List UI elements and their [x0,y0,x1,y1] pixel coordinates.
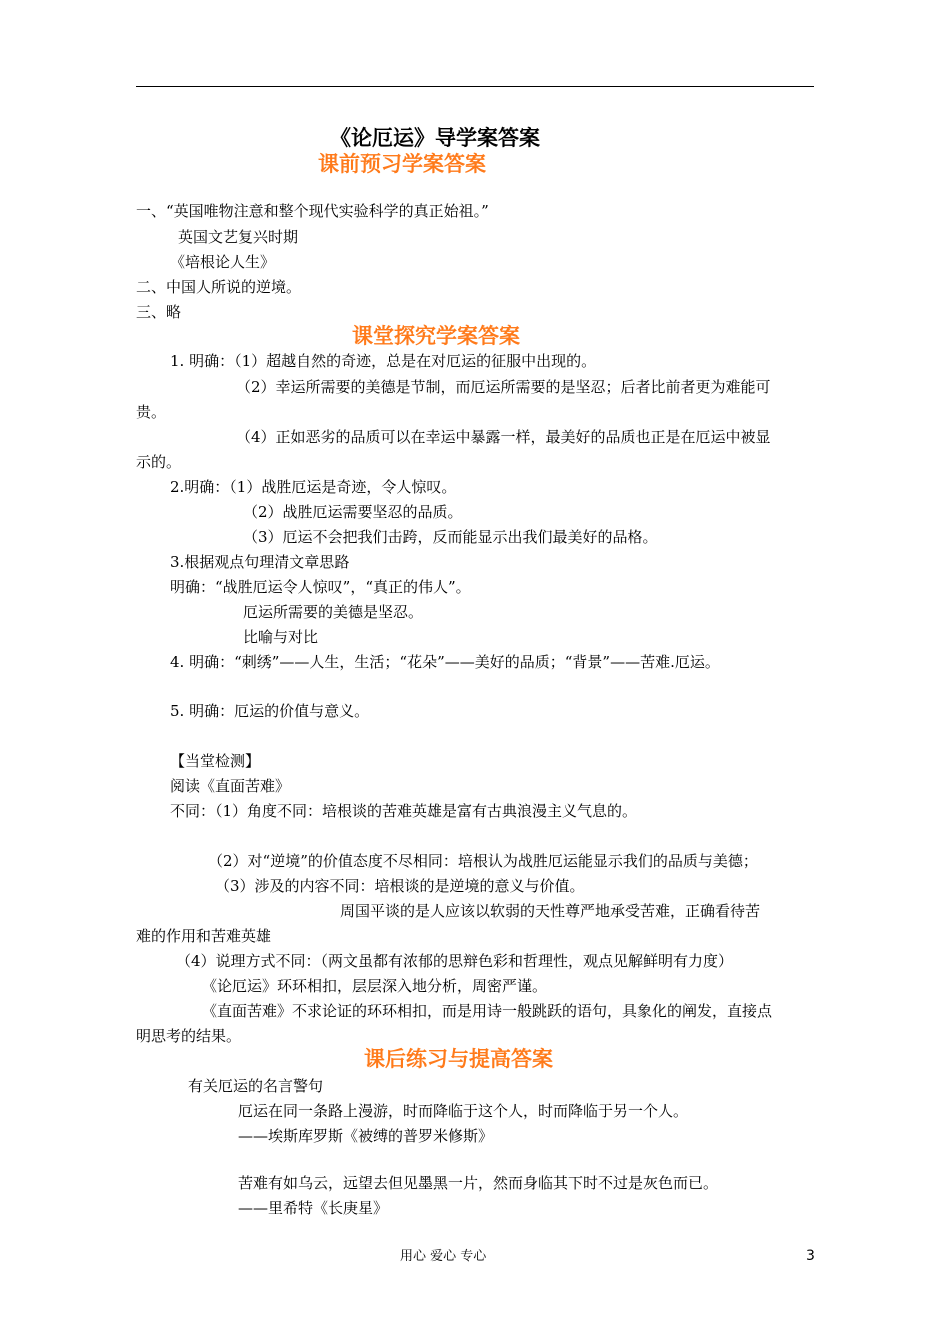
practice-line: ——埃斯库罗斯《被缚的普罗米修斯》 [238,1127,494,1145]
practice-line: 厄运在同一条路上漫游，时而降临于这个人，时而降临于另一个人。 [238,1102,689,1120]
test-line: 明思考的结果。 [136,1027,242,1045]
test-line: （2）对“逆境”的价值态度不尽相同：培根认为战胜厄运能显示我们的品质与美德； [208,852,758,870]
preview-line: 三、略 [136,303,182,321]
test-line: 难的作用和苦难英雄 [136,927,272,945]
header-rule [136,86,814,87]
section-heading-practice: 课后练习与提高答案 [364,1047,553,1071]
page-number: 3 [806,1248,815,1264]
preview-line: 二、中国人所说的逆境。 [136,278,302,296]
test-line: 《论厄运》环环相扣，层层深入地分析，周密严谨。 [202,977,548,995]
test-line: （4）说理方式不同：（两文虽都有浓郁的思辩色彩和哲理性，观点见解鲜明有力度） [176,952,734,970]
explore-line: 1. 明确：（1）超越自然的奇迹，总是在对厄运的征服中出现的。 [170,352,597,370]
test-line: 不同：（1）角度不同：培根谈的苦难英雄是富有古典浪漫主义气息的。 [170,802,638,820]
explore-line: （4）正如恶劣的品质可以在幸运中暴露一样，最美好的品质也正是在厄运中被显 [236,428,771,446]
practice-line: 苦难有如乌云，远望去但见墨黑一片，然而身临其下时不过是灰色而已。 [238,1174,719,1192]
explore-line: （2）幸运所需要的美德是节制，而厄运所需要的是坚忍；后者比前者更为难能可 [236,378,771,396]
practice-line: 有关厄运的名言警句 [188,1077,324,1095]
preview-line: 英国文艺复兴时期 [178,228,299,246]
explore-line: 比喻与对比 [243,628,319,646]
explore-line: 贵。 [136,403,167,421]
explore-line: 明确：“战胜厄运令人惊叹”，“真正的伟人”。 [170,578,471,596]
test-heading: 【当堂检测】 [170,752,261,770]
section-heading-preview: 课前预习学案答案 [318,152,486,176]
section-heading-explore: 课堂探究学案答案 [352,324,520,348]
explore-line: 4. 明确：“刺绣”——人生，生活；“花朵”——美好的品质；“背景”——苦难.厄运。 [170,653,720,671]
footer-text: 用心 爱心 专心 [400,1249,487,1264]
test-line: 阅读《直面苦难》 [170,777,291,795]
preview-line: 《培根论人生》 [170,253,276,271]
test-line: 《直面苦难》不求论证的环环相扣，而是用诗一般跳跃的语句，具象化的阐发，直接点 [202,1002,773,1020]
test-line: （3）涉及的内容不同：培根谈的是逆境的意义与价值。 [215,877,585,895]
explore-line: 示的。 [136,453,182,471]
explore-line: 3.根据观点句理清文章思路 [170,553,350,571]
explore-line: 2.明确：（1）战胜厄运是奇迹，令人惊叹。 [170,478,457,496]
explore-line: （2）战胜厄运需要坚忍的品质。 [243,503,463,521]
explore-line: （3）厄运不会把我们击跨，反而能显示出我们最美好的品格。 [243,528,658,546]
preview-line: 一、“英国唯物注意和整个现代实验科学的真正始祖。” [136,202,489,220]
practice-line: ——里希特《长庚星》 [238,1199,389,1217]
page-title: 《论厄运》导学案答案 [330,126,540,150]
explore-line: 厄运所需要的美德是坚忍。 [243,603,424,621]
test-line: 周国平谈的是人应该以软弱的天性尊严地承受苦难，正确看待苦 [340,902,761,920]
explore-line: 5. 明确：厄运的价值与意义。 [170,702,370,720]
